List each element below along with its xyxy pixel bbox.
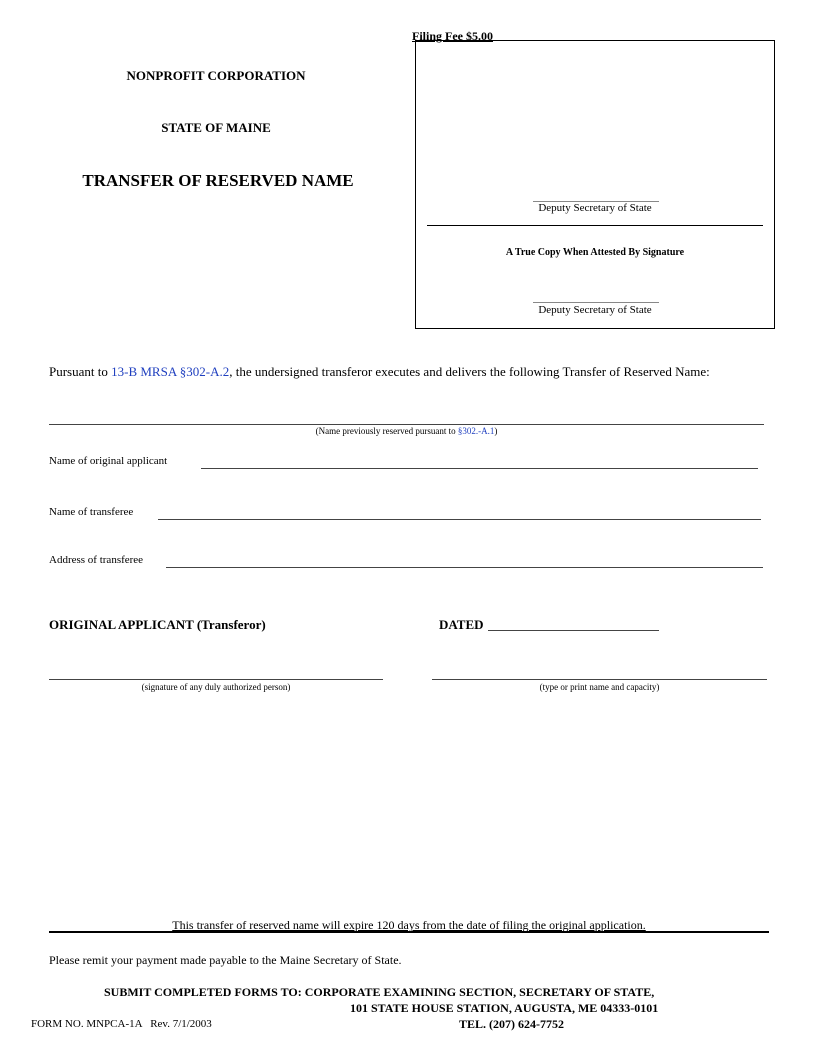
intro-suffix: , the undersigned transferor executes and delivers the following Transfer of Reserved Name: xyxy=(229,364,710,379)
dated-label: DATED xyxy=(439,617,484,632)
expiry-text: This transfer of reserved name will expire 120 days from the date of filing the original application. xyxy=(172,918,646,932)
transferee-label: Name of transferee xyxy=(49,506,134,518)
submit-tel: TEL. (207) 624-7752 xyxy=(459,1017,564,1031)
signature-caption: (signature of any duly authorized person) xyxy=(141,682,291,692)
header-nonprofit: NONPROFIT CORPORATION xyxy=(126,68,306,83)
address-label: Address of transferee xyxy=(49,554,144,566)
intro-text xyxy=(49,364,710,380)
remit-text: Please remit your payment made payable to the Maine Secretary of State. xyxy=(49,953,402,967)
caption-prefix: (Name previously reserved pursuant to xyxy=(315,426,458,436)
signature-line[interactable] xyxy=(49,679,383,680)
caption-suffix: ) xyxy=(494,426,498,436)
original-applicant-label: Name of original applicant xyxy=(49,455,168,467)
print-name-caption: (type or print name and capacity) xyxy=(539,682,660,692)
dated-field[interactable] xyxy=(488,630,659,631)
intro-prefix: Pursuant to xyxy=(49,364,112,379)
filing-fee: Filing Fee $5.00 xyxy=(412,29,493,43)
reserved-name-caption xyxy=(49,426,764,436)
transferee-field[interactable] xyxy=(158,519,761,520)
statute-link[interactable]: 13-B MRSA §302-A.2 xyxy=(111,364,230,379)
address-field[interactable] xyxy=(166,567,763,568)
deputy-signature-line-2 xyxy=(533,302,659,303)
page-title: TRANSFER OF RESERVED NAME xyxy=(82,171,354,190)
box-divider xyxy=(427,225,763,226)
expiry-rule xyxy=(49,931,769,933)
submit-line-2: 101 STATE HOUSE STATION, AUGUSTA, ME 04333-0101 xyxy=(350,1001,659,1015)
original-applicant-heading: ORIGINAL APPLICANT (Transferor) xyxy=(49,617,266,632)
filing-box xyxy=(415,40,775,329)
original-applicant-field[interactable] xyxy=(201,468,758,469)
deputy-label-2: Deputy Secretary of State xyxy=(538,304,652,316)
header-state: STATE OF MAINE xyxy=(161,120,271,135)
deputy-label-1: Deputy Secretary of State xyxy=(538,202,652,214)
reserved-name-line[interactable] xyxy=(49,424,764,425)
print-name-line[interactable] xyxy=(432,679,767,680)
form-number: FORM NO. MNPCA-1A Rev. 7/1/2003 xyxy=(31,1018,212,1030)
attest-text: A True Copy When Attested By Signature xyxy=(505,247,685,258)
caption-link[interactable]: §302.-A.1 xyxy=(457,426,495,436)
submit-line-1: SUBMIT COMPLETED FORMS TO: CORPORATE EXAMINING SECTION, SECRETARY OF STATE, xyxy=(104,985,655,999)
